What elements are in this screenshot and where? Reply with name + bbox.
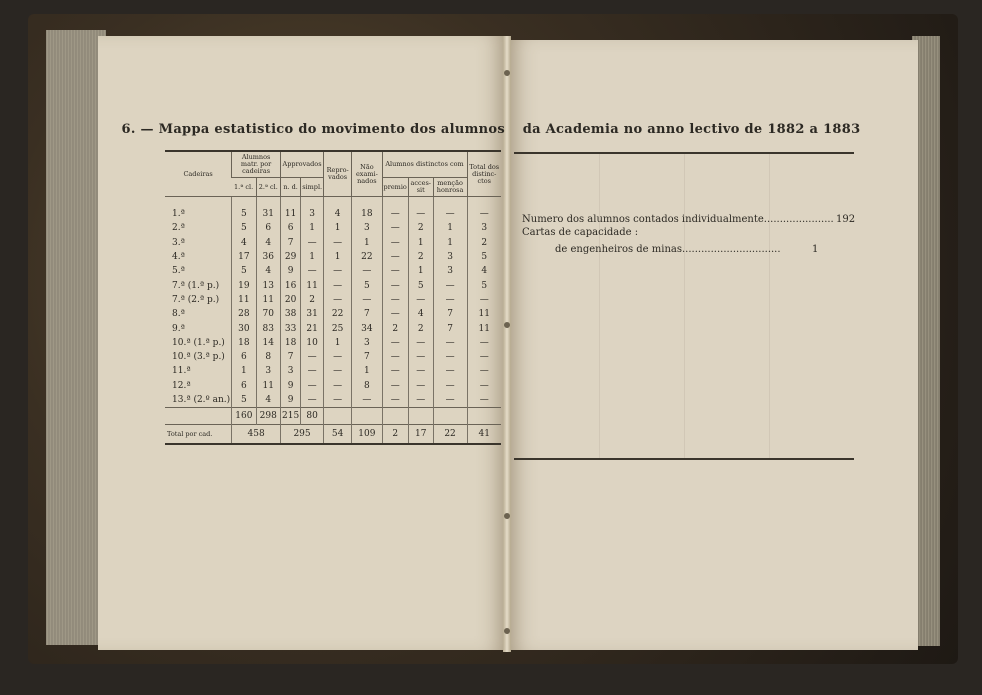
table-cell: 30 — [232, 321, 256, 335]
table-cell: — — [467, 393, 501, 408]
table-cell: 9 — [281, 264, 301, 278]
table-cell: 7 — [433, 307, 467, 321]
table-cell: 11 — [232, 293, 256, 307]
total-premio: 2 — [382, 425, 408, 445]
table-row — [165, 278, 501, 292]
table-cell: — — [301, 350, 324, 364]
table-cell: 5 — [467, 278, 501, 292]
table-cell: 8 — [352, 379, 382, 393]
table-cell: 29 — [281, 250, 301, 264]
table-cell: 36 — [256, 250, 281, 264]
table-cell: 16 — [281, 278, 301, 292]
header-reprovados: Repro-vados — [324, 151, 352, 197]
table-cell: 1 — [301, 221, 324, 235]
title-right-part: da Academia no anno lectivo de 1882 a 1883 — [522, 122, 861, 137]
table-cell: 11 — [281, 207, 301, 221]
table-cell: — — [433, 379, 467, 393]
table-cell: 22 — [324, 307, 352, 321]
header-cadeiras: Cadeiras — [165, 151, 232, 197]
table-cell: 11 — [256, 293, 281, 307]
table-cell: 38 — [281, 307, 301, 321]
table-cell: 7 — [433, 321, 467, 335]
row-label: 1.ª — [172, 209, 185, 220]
table-cell: — — [408, 336, 433, 350]
table-cell: 6 — [232, 350, 256, 364]
table-cell: 7 — [281, 350, 301, 364]
table-cell: — — [467, 207, 501, 221]
table-cell: 83 — [256, 321, 281, 335]
binding-stitch — [504, 322, 510, 328]
header-nao-examinados: Não exami-nados — [352, 151, 382, 197]
table-cell: 5 — [232, 207, 256, 221]
table-cell: — — [433, 364, 467, 378]
table-cell: 5 — [352, 278, 382, 292]
table-row — [165, 236, 501, 250]
total-label: Total por cad. — [165, 425, 232, 445]
total-mencao: 22 — [433, 425, 467, 445]
statistics-table — [165, 150, 501, 445]
total-total-distinctos: 41 — [467, 425, 501, 445]
subtotal-simpl: 80 — [301, 408, 324, 425]
table-cell: 1 — [408, 236, 433, 250]
table-cell: 4 — [256, 264, 281, 278]
table-cell: — — [433, 207, 467, 221]
subheader-mencao: menção honrosa — [433, 178, 467, 197]
table-cell: 1 — [433, 236, 467, 250]
table-cell: — — [324, 236, 352, 250]
table-cell: — — [382, 350, 408, 364]
binding-stitch — [504, 513, 510, 519]
table-cell: 6 — [256, 221, 281, 235]
table-cell: — — [408, 207, 433, 221]
binding-stitch — [504, 628, 510, 634]
table-row — [165, 350, 501, 364]
table-cell: 34 — [352, 321, 382, 335]
table-cell: — — [352, 393, 382, 408]
subtotal-nd: 215 — [281, 408, 301, 425]
table-cell: 22 — [352, 250, 382, 264]
table-cell: 2 — [301, 293, 324, 307]
summary-line-1-label: Numero dos alumnos contados individualmente...................... — [522, 214, 834, 225]
table-cell: 2 — [408, 321, 433, 335]
table-cell: 4 — [256, 236, 281, 250]
table-cell: 20 — [281, 293, 301, 307]
table-cell: — — [433, 350, 467, 364]
table-cell: — — [324, 293, 352, 307]
table-cell: 8 — [256, 350, 281, 364]
table-cell: — — [408, 379, 433, 393]
table-cell: — — [382, 393, 408, 408]
table-row — [165, 336, 501, 350]
table-cell: 33 — [281, 321, 301, 335]
table-cell: — — [301, 264, 324, 278]
table-cell: — — [408, 293, 433, 307]
table-cell: 1 — [433, 221, 467, 235]
faded-column-line — [599, 154, 600, 458]
table-cell: 11 — [467, 307, 501, 321]
row-label: 7.ª (2.ª p.) — [172, 294, 220, 305]
table-cell: 2 — [382, 321, 408, 335]
summary-line-1 — [522, 214, 834, 225]
table-cell: 70 — [256, 307, 281, 321]
table-cell: 10 — [301, 336, 324, 350]
table-cell: 25 — [324, 321, 352, 335]
row-label: 2.ª — [172, 223, 185, 234]
table-row — [165, 221, 501, 235]
table-cell: 28 — [232, 307, 256, 321]
subheader-premio: premio — [382, 178, 408, 197]
subheader-1cl: 1.ª cl. — [232, 178, 256, 197]
table-cell: — — [467, 336, 501, 350]
row-label: 13.ª (2.º an.) — [172, 395, 231, 405]
table-cell: — — [382, 250, 408, 264]
table-row — [165, 293, 501, 307]
row-label: 11.ª — [172, 366, 191, 377]
title-left-part: 6. — Mappa estatistico do movimento dos alumnos — [121, 122, 506, 137]
table-cell: 17 — [232, 250, 256, 264]
table-row — [165, 307, 501, 321]
table-cell: 3 — [301, 207, 324, 221]
table-cell: 11 — [301, 278, 324, 292]
header-matriculados: Alumnos matr. por cadeiras — [232, 151, 281, 178]
binding-stitch — [504, 70, 510, 76]
table-cell: 19 — [232, 278, 256, 292]
header-distinctos: Alumnos distinctos com — [382, 151, 467, 178]
table-cell: — — [382, 264, 408, 278]
table-cell: 2 — [467, 236, 501, 250]
table-cell: 6 — [232, 379, 256, 393]
table-cell: 3 — [281, 364, 301, 378]
row-label: 7.ª (1.ª p.) — [172, 280, 220, 291]
summary-line-1-value: 192 — [836, 214, 856, 225]
faded-column-line — [769, 154, 770, 458]
table-cell: 4 — [324, 207, 352, 221]
header-approvados: Approvados — [281, 151, 324, 178]
table-cell: 3 — [433, 264, 467, 278]
row-label: 9.ª — [172, 323, 185, 334]
table-row — [165, 379, 501, 393]
table-cell: 3 — [433, 250, 467, 264]
total-approvados: 295 — [281, 425, 324, 445]
table-cell: — — [301, 379, 324, 393]
subtotal-1cl: 160 — [232, 408, 256, 425]
table-cell: — — [352, 293, 382, 307]
row-label: 8.ª — [172, 309, 185, 320]
table-row — [165, 393, 501, 408]
subheader-simpl: simpl. — [301, 178, 324, 197]
table-cell: 5 — [232, 393, 256, 408]
table-spacer — [165, 197, 501, 208]
table-cell: — — [382, 336, 408, 350]
table-cell: 4 — [467, 264, 501, 278]
table-cell: 3 — [256, 364, 281, 378]
table-cell: 31 — [256, 207, 281, 221]
subheader-accessit: acces-sit — [408, 178, 433, 197]
table-cell: — — [324, 364, 352, 378]
table-cell: — — [433, 278, 467, 292]
faded-column-line — [684, 154, 685, 458]
row-label: 4.ª — [172, 252, 185, 263]
table-cell: 2 — [408, 250, 433, 264]
table-cell: — — [382, 221, 408, 235]
table-cell: 18 — [232, 336, 256, 350]
row-label: 3.ª — [172, 237, 185, 248]
table-cell: 14 — [256, 336, 281, 350]
table-cell: 5 — [467, 250, 501, 264]
table-cell: 6 — [281, 221, 301, 235]
table-cell: 4 — [256, 393, 281, 408]
table-cell: 21 — [301, 321, 324, 335]
table-cell: — — [467, 293, 501, 307]
table-cell: 18 — [352, 207, 382, 221]
table-cell: 13 — [256, 278, 281, 292]
table-cell: 1 — [408, 264, 433, 278]
table-cell: — — [324, 379, 352, 393]
table-cell: — — [324, 264, 352, 278]
table-cell: 18 — [281, 336, 301, 350]
table-cell: 9 — [281, 393, 301, 408]
header-total-distinctos: Total dos distinc-ctos — [467, 151, 501, 197]
table-cell: 1 — [324, 336, 352, 350]
table-row — [165, 321, 501, 335]
table-cell: — — [467, 364, 501, 378]
subtotal-2cl: 298 — [256, 408, 281, 425]
table-cell: — — [467, 379, 501, 393]
table-cell: 9 — [281, 379, 301, 393]
subheader-nd: n. d. — [281, 178, 301, 197]
table-cell: 1 — [352, 236, 382, 250]
table-cell: 7 — [352, 350, 382, 364]
table-cell: 4 — [232, 236, 256, 250]
table-cell: 1 — [324, 221, 352, 235]
table-cell: — — [408, 364, 433, 378]
total-reprovados: 54 — [324, 425, 352, 445]
table-cell: — — [467, 350, 501, 364]
table-cell: — — [352, 264, 382, 278]
table-cell: 4 — [408, 307, 433, 321]
summary-line-3-value: 1 — [812, 244, 819, 255]
table-cell: — — [382, 379, 408, 393]
table-cell: 3 — [352, 221, 382, 235]
table-cell: — — [382, 364, 408, 378]
table-cell: — — [433, 393, 467, 408]
row-label: 12.ª — [172, 380, 191, 391]
table-cell: 5 — [408, 278, 433, 292]
table-cell: — — [382, 293, 408, 307]
table-row — [165, 250, 501, 264]
table-cell: 7 — [352, 307, 382, 321]
table-cell: — — [433, 336, 467, 350]
table-cell: — — [301, 393, 324, 408]
row-label: 5.ª — [172, 266, 185, 277]
table-cell: — — [324, 350, 352, 364]
table-row — [165, 364, 501, 378]
table-cell: — — [382, 236, 408, 250]
table-cell: 31 — [301, 307, 324, 321]
table-cell: — — [433, 293, 467, 307]
table-cell: — — [408, 393, 433, 408]
table-row — [165, 264, 501, 278]
table-cell: 11 — [256, 379, 281, 393]
total-row — [165, 425, 501, 445]
table-cell: 3 — [352, 336, 382, 350]
table-cell: — — [382, 307, 408, 321]
page-title — [0, 122, 982, 137]
table-cell: 3 — [467, 221, 501, 235]
table-cell: 1 — [352, 364, 382, 378]
table-cell: — — [301, 364, 324, 378]
table-cell: 7 — [281, 236, 301, 250]
table-cell: — — [382, 278, 408, 292]
table-cell: — — [301, 236, 324, 250]
summary-line-3-label: de engenheiros de minas............................... — [555, 244, 781, 255]
table-cell: 11 — [467, 321, 501, 335]
subheader-2cl: 2.ª cl. — [256, 178, 281, 197]
table-cell: 5 — [232, 264, 256, 278]
row-label: 10.ª (3.ª p.) — [172, 352, 225, 363]
row-label: 10.ª (1.ª p.) — [172, 337, 225, 348]
table-cell: 1 — [301, 250, 324, 264]
table-cell: 2 — [408, 221, 433, 235]
total-matriculados: 458 — [232, 425, 281, 445]
table-row — [165, 207, 501, 221]
subtotal-row — [165, 408, 501, 425]
total-nao-examinados: 109 — [352, 425, 382, 445]
total-accessit: 17 — [408, 425, 433, 445]
table-cell: — — [382, 207, 408, 221]
right-summary-table — [514, 152, 854, 460]
table-cell: 1 — [232, 364, 256, 378]
table-cell: 1 — [324, 250, 352, 264]
table-cell: — — [408, 350, 433, 364]
summary-line-2-label: Cartas de capacidade : — [522, 227, 639, 238]
table-cell: — — [324, 393, 352, 408]
table-cell: 5 — [232, 221, 256, 235]
table-cell: — — [324, 278, 352, 292]
